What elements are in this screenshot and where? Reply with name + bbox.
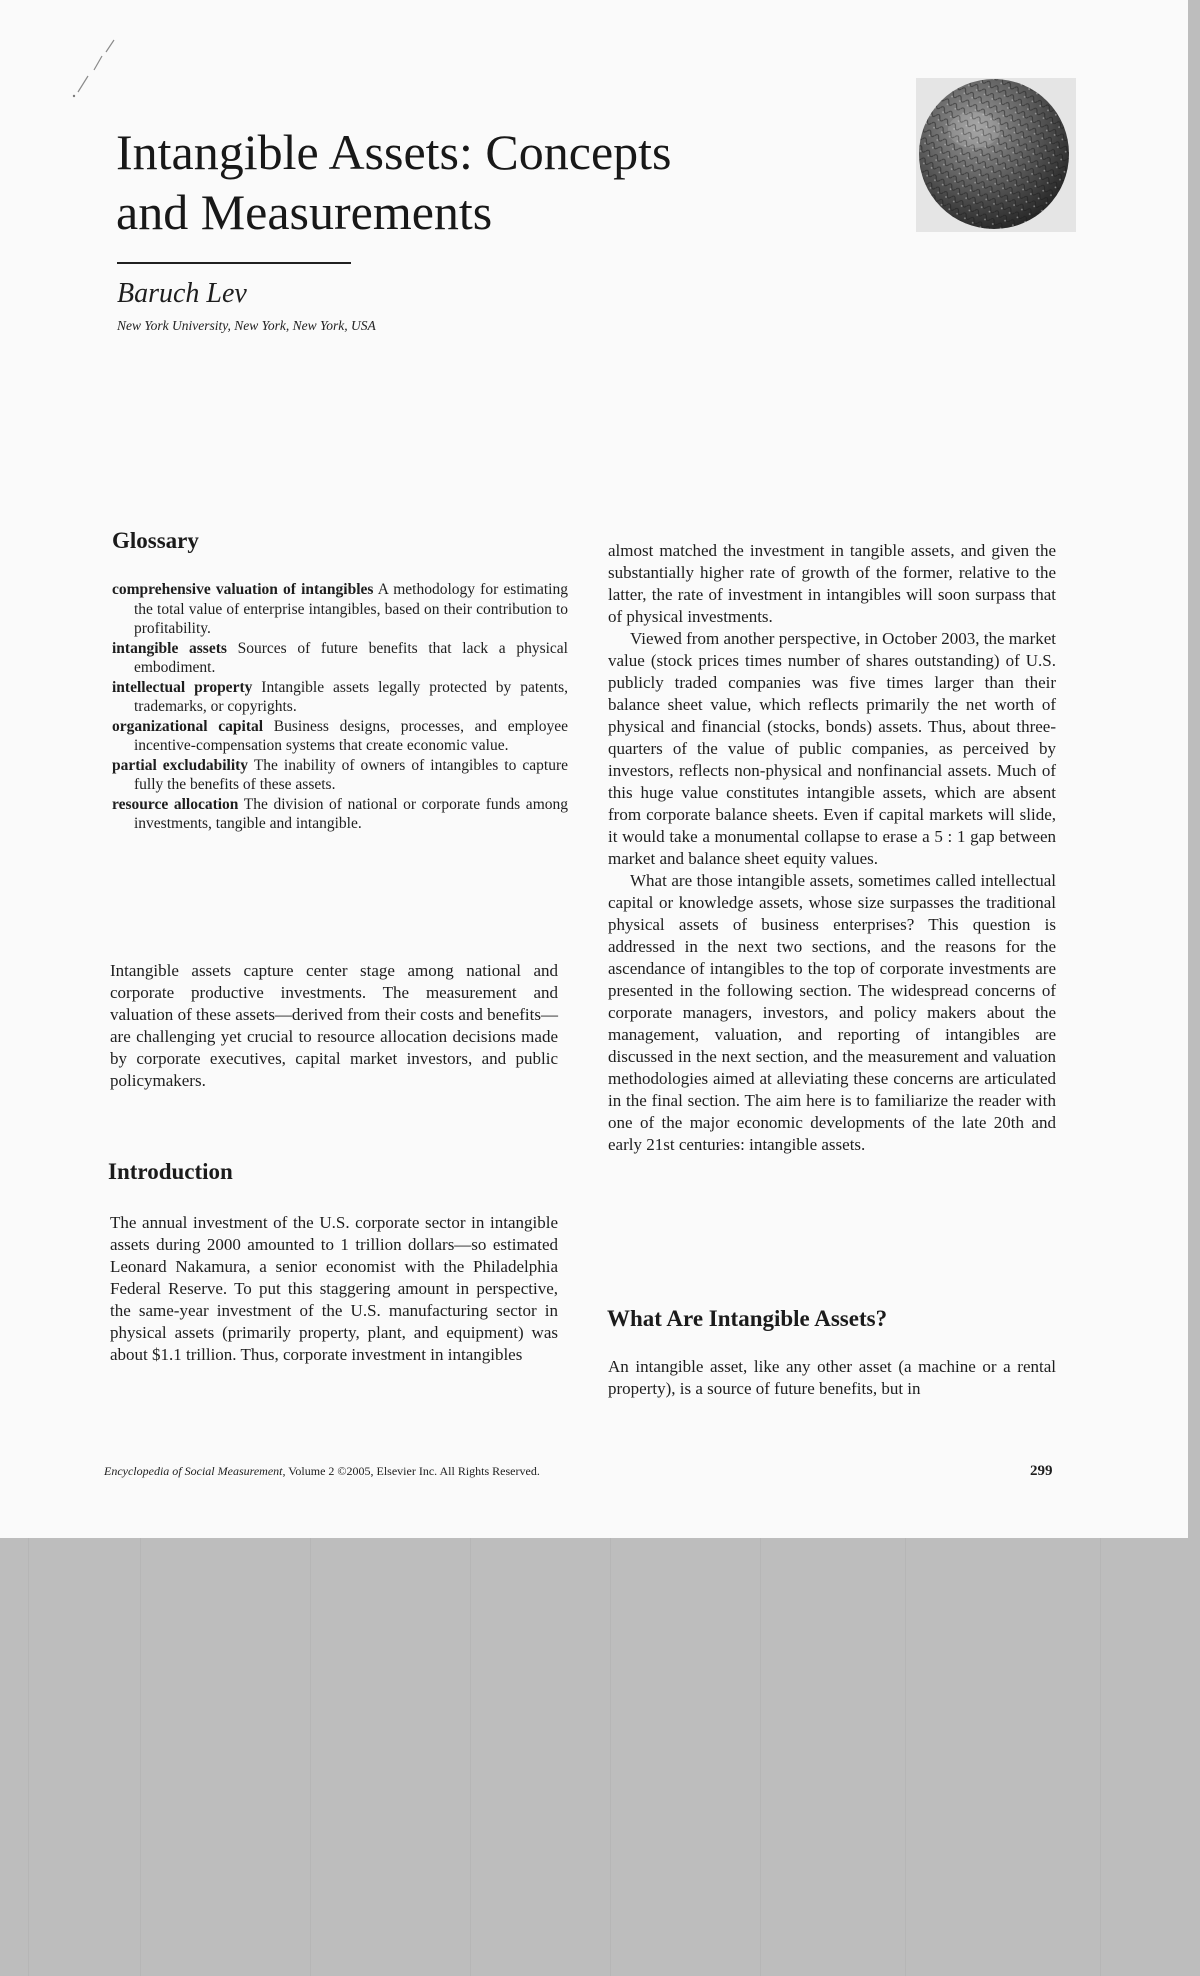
introduction-column-left [110, 1212, 558, 1366]
footer-citation [104, 1464, 540, 1479]
scan-stripe [1100, 1538, 1101, 1976]
glossary-term: partial excludability [112, 756, 249, 774]
glossary-definition: A methodology for estimating the total value of enterprise intangibles, based on their contribution to profitability. [134, 581, 568, 637]
page-number: 299 [1030, 1463, 1053, 1479]
section-2-paragraph-1: An intangible asset, like any other asset (a machine or a rental property), is a source of future benefits, but in [608, 1357, 1056, 1398]
scan-stripe [28, 1538, 29, 1976]
introduction-paragraph-1-continued: almost matched the investment in tangible assets, and given the substantially higher rate of growth of the former, relative to the latter, the rate of investment in intangibles will soon surpass that of physical investments. [608, 541, 1056, 626]
section-heading-what-are-intangible-assets: What Are Intangible Assets? [607, 1306, 888, 1331]
scan-stripe [760, 1538, 761, 1976]
scan-stripe [310, 1538, 311, 1976]
title-line-1: Intangible Assets: Concepts [116, 124, 672, 180]
glossary-definition: Sources of future benefits that lack a physical embodiment. [134, 639, 568, 676]
sphere-illustration [916, 78, 1076, 232]
glossary-definition: Intangible assets legally protected by patents, trademarks, or copyrights. [134, 678, 568, 715]
glossary-entry [112, 756, 568, 795]
scan-smudge-mark [66, 36, 122, 100]
glossary-entry [112, 678, 568, 717]
glossary-entry [112, 717, 568, 756]
introduction-paragraph-2: Viewed from another perspective, in October 2003, the market value (stock prices times number of shares outstanding) of U.S. publicly traded companies was five times larger than their balance sheet value, which reflects primarily the net worth of physical and financial (stocks, bonds) assets. Thus, about three-quarters of the value of public companies, as perceived by investors, reflects non-physical and nonfinancial assets. Much of this huge value constitutes intangible assets, which are absent from corporate balance sheets. Even if capital markets will slide, it would take a monumental collapse to erase a 5 : 1 gap between market and balance sheet equity values. [608, 629, 1056, 868]
glossary-entry [112, 639, 568, 678]
section-2-column [608, 1356, 1056, 1400]
author-name: Baruch Lev [117, 278, 247, 309]
scan-stripe [610, 1538, 611, 1976]
glossary-term: organizational capital [112, 717, 264, 735]
glossary-heading: Glossary [112, 528, 199, 553]
glossary-definition: The division of national or corporate funds among investments, tangible and intangible. [134, 795, 568, 832]
footer-copyright: Volume 2 ©2005, Elsevier Inc. All Rights Reserved. [285, 1464, 540, 1478]
glossary-term: intellectual property [112, 678, 253, 696]
article-title [116, 122, 672, 242]
scan-stripe [140, 1538, 141, 1976]
author-affiliation: New York University, New York, New York, USA [117, 318, 376, 333]
glossary-list [112, 580, 568, 834]
introduction-paragraph-3: What are those intangible assets, sometimes called intellectual capital or knowledge assets, whose size surpasses the traditional physical assets of business enterprises? This question is addressed in the next two sections, and the reasons for the ascendance of intangibles to the top of corporate investments are presented in the following section. The widespread concerns of corporate managers, investors, and policy makers about the management, valuation, and reporting of intangibles are discussed in the next section, and the measurement and valuation methodologies aimed at alleviating these concerns are articulated in the final section. The aim here is to familiarize the reader with one of the major economic developments of the late 20th and early 21st centuries: intangible assets. [608, 871, 1056, 1154]
introduction-heading: Introduction [108, 1159, 233, 1184]
scan-stripe [470, 1538, 471, 1976]
right-column [608, 540, 1056, 1156]
scan-stripe [905, 1538, 906, 1976]
title-line-2: and Measurements [116, 184, 493, 240]
glossary-entry [112, 795, 568, 834]
glossary-term: resource allocation [112, 795, 239, 813]
title-rule [117, 262, 351, 264]
introduction-paragraph-1: The annual investment of the U.S. corporate sector in intangible assets during 2000 amounted to 1 trillion dollars—so estimated Leonard Nakamura, a senior economist with the Philadelphia Federal Reserve. To put this staggering amount in perspective, the same-year investment of the U.S. manufacturing sector in physical assets (primarily property, plant, and equipment) was about $1.1 trillion. Thus, corporate investment in intangibles [110, 1213, 558, 1364]
glossary-definition: Business designs, processes, and employee incentive-compensation systems that create economic value. [134, 717, 569, 754]
abstract-paragraph [110, 960, 558, 1092]
glossary-term: intangible assets [112, 639, 227, 657]
footer-source-title: Encyclopedia of Social Measurement, [104, 1464, 286, 1478]
abstract-text: Intangible assets capture center stage among national and corporate productive investments. The measurement and valuation of these assets—derived from their costs and benefits—are challenging yet crucial to resource allocation decisions made by corporate executives, capital market investors, and public policymakers. [110, 961, 558, 1090]
glossary-term: comprehensive valuation of intangibles [112, 581, 374, 598]
glossary-definition: The inability of owners of intangibles to capture fully the benefits of these assets. [134, 756, 568, 793]
glossary-entry [112, 580, 568, 639]
